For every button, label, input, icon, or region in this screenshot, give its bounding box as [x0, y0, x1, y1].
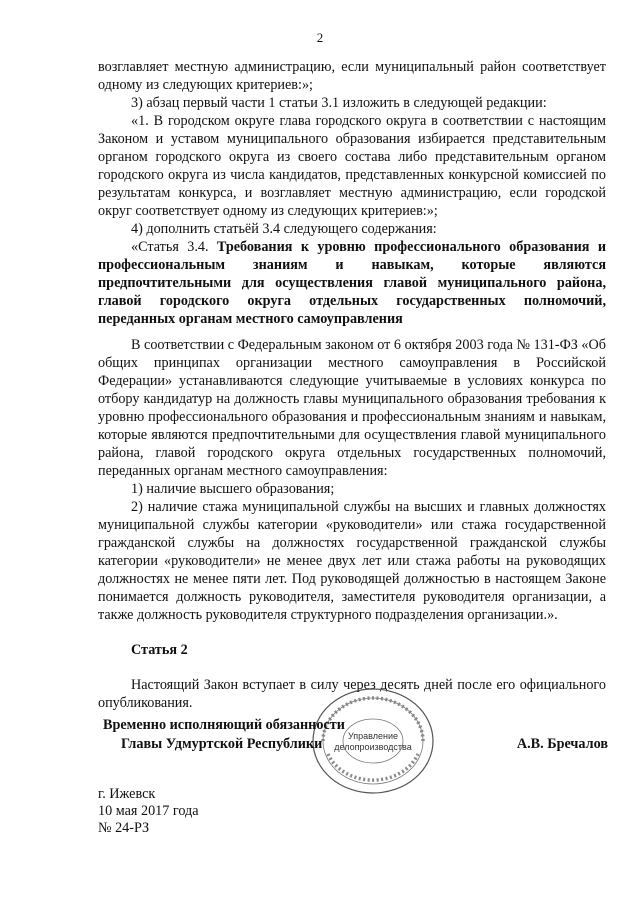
paragraph: «1. В городском округе глава городского округа в соответствии с настоящим Законом и уставом муниципального образования избирается представительным органом городского округа из своего состава либо представительным органом городского округа из числа кандидатов, представленных конкурсной комиссией по результатам конкурса, и возглавляет местную администрацию, если городской округ соответствует одному из следующих критериев:»; — [98, 113, 606, 219]
city: г. Ижевск — [98, 786, 156, 802]
article-3-4-prefix: «Статья 3.4. — [131, 239, 217, 255]
place-date-block — [98, 786, 199, 837]
signer-title-line1: Временно исполняющий обязанности — [103, 717, 345, 733]
seal-text-line1: Управление — [347, 731, 399, 741]
signer-name: А.В. Бречалов — [516, 736, 608, 752]
paragraph: В соответствии с Федеральным законом от 6 октября 2003 года № 131-ФЗ «Об общих принципах организации местного самоуправления в Российской Федерации» устанавливаются следующие учитываемые в условиях конкурса по отбору кандидатур на должность главы муниципального образования требования к уровню профессионального образования и профессиональным знаниям и навыкам, которые являются предпочтительными для осуществления главой муниципального района, главой городского округа отдельных государственных полномочий, переданных органам местного самоуправления: — [98, 337, 606, 479]
paragraph: возглавляет местную администрацию, если муниципальный район соответствует одному из следующих критериев:»; — [98, 59, 606, 93]
document-body — [98, 58, 606, 712]
seal-text-line2: делопроизводства — [334, 742, 412, 752]
list-item: 2) наличие стажа муниципальной службы на высших и главных должностях муниципальной службы категории «руководители» или стажа государственной гражданской службы на должностях государственной гражданской службы категории «руководители» не менее двух лет или стажа работы на руководящих должностях не менее пяти лет. Под руководящей должностью в настоящем Законе понимается должность руководителя, заместителя руководителя организации, а также должность руководителя структурного подразделения организации.». — [98, 499, 606, 623]
signature-block — [103, 716, 608, 754]
date: 10 мая 2017 года — [98, 803, 199, 819]
law-number: № 24-РЗ — [98, 820, 150, 836]
signer-title-line2: Главы Удмуртской Республики — [121, 736, 323, 752]
article-heading: Статья 2 — [131, 642, 188, 658]
list-item: 1) наличие высшего образования; — [131, 481, 335, 497]
paragraph: 4) дополнить статьёй 3.4 следующего содержания: — [131, 221, 437, 237]
article-3-4-heading — [98, 238, 606, 328]
page-number: 2 — [316, 30, 324, 45]
article-3-4-title: Требования к уровню профессионального образования и профессиональным знаниям и навыкам, которые являются предпочтительными для осуществления главой муниципального района, главой городского округа отдельных государственных полномочий, переданных органам местного самоуправления — [98, 239, 606, 327]
paragraph: 3) абзац первый части 1 статьи 3.1 изложить в следующей редакции: — [131, 95, 547, 111]
paragraph: Настоящий Закон вступает в силу через десять дней после его официального опубликования. — [98, 677, 606, 711]
